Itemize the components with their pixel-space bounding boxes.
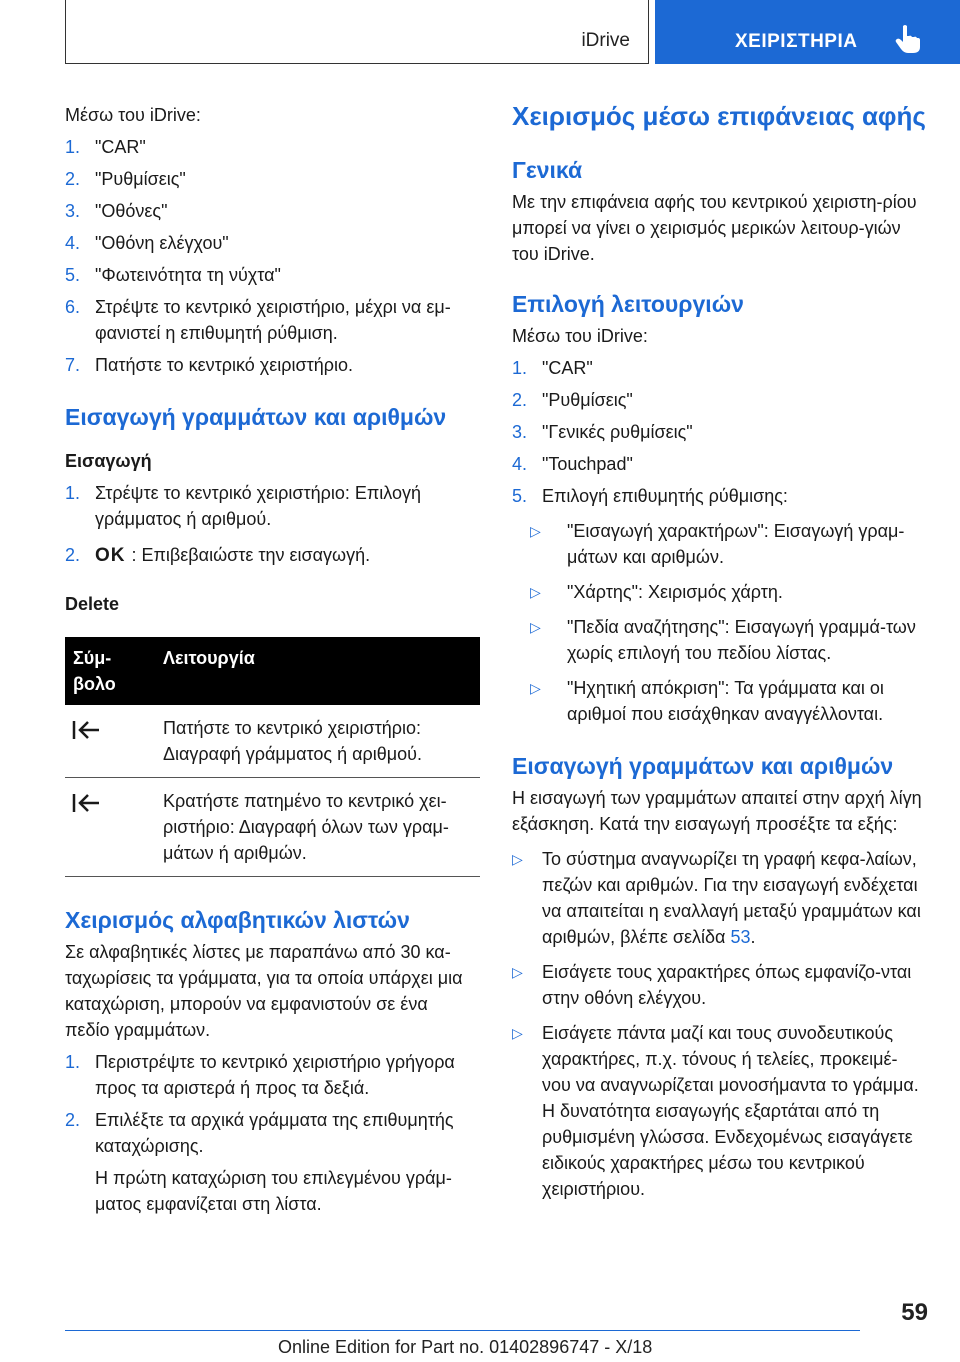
touchpad-entry-heading: Εισαγωγή γραμμάτων και αριθμών <box>512 753 894 779</box>
list-item: 2. "Ρυθμίσεις" <box>65 169 186 189</box>
header-chapter-tab[interactable] <box>655 0 960 64</box>
backspace-icon <box>71 719 103 741</box>
list-item: ▷ Εισάγετε πάντα μαζί και τους συνοδευτικούς χαρακτήρες, π.χ. τόνους ή τελείες, προκειμέ‐νου να αναγνωρίζεται μονοσήμαντα το γράμμα. Η δυνατότητα εισαγωγής εξαρτάται από τη ρυθμισμένη γλώσσα. Ενδεχομένως εισαγάγετε ειδικούς χαρακτήρες μέσω του κεντρικού χειριστήριου. <box>512 1020 926 1202</box>
entry-heading: Εισαγωγή γραμμάτων και αριθμών <box>65 404 447 430</box>
delete-symbols-table <box>65 637 480 877</box>
table-row <box>65 705 480 778</box>
table-row <box>65 778 480 877</box>
triangle-bullet-icon: ▷ <box>530 584 541 600</box>
alpha-heading: Χειρισμός αλφαβητικών λιστών <box>65 907 410 933</box>
hand-pointer-icon <box>895 24 921 54</box>
table-cell-function: Κρατήστε πατημένο το κεντρικό χει‐ριστήριο: Διαγραφή όλων των γραμ‐μάτων ή αριθμών. <box>155 778 480 877</box>
touchpad-entry-text: Η εισαγωγή των γραμμάτων απαιτεί στην αρχή λίγη εξάσκηση. Κατά την εισαγωγή προσέξτε τα εξής: <box>512 788 922 834</box>
list-item: 6. Στρέψτε το κεντρικό χειριστήριο, μέχρι να εμ‐φανιστεί η επιθυμητή ρύθμιση. <box>65 297 451 343</box>
general-text: Με την επιφάνεια αφής του κεντρικού χειριστη‐ρίου μπορεί να γίνει ο χειρισμός μερικών λειτουρ‐γιών του iDrive. <box>512 192 917 264</box>
triangle-bullet-icon: ▷ <box>530 619 541 635</box>
display-steps-list <box>65 134 477 378</box>
left-intro: Μέσω του iDrive: <box>65 105 201 125</box>
entry-subheading: Εισαγωγή <box>65 451 152 471</box>
list-item: 1. Περιστρέψτε το κεντρικό χειριστήριο γρήγορα προς τα αριστερά ή προς τα δεξιά. <box>65 1052 455 1098</box>
page-number: 59 <box>901 1299 928 1326</box>
triangle-bullet-icon: ▷ <box>512 1025 523 1041</box>
list-item: 2. "Ρυθμίσεις" <box>512 390 633 410</box>
list-item: 1. "CAR" <box>65 137 146 157</box>
functions-heading: Επιλογή λειτουργιών <box>512 291 744 317</box>
entry-steps-list <box>65 480 477 569</box>
alpha-text: Σε αλφαβητικές λίστες με παραπάνω από 30 κα‐ταχωρίσεις τα γράμματα, για τα οποία υπάρχει μια καταχώριση, μπορούν να εμφανιστούν σε ένα πεδίο γραμμάτων. <box>65 942 463 1040</box>
triangle-bullet-icon: ▷ <box>512 851 523 867</box>
right-column <box>512 100 926 1202</box>
list-item: ▷ "Εισαγωγή χαρακτήρων": Εισαγωγή γραμ‐μάτων και αριθμών. <box>512 518 926 570</box>
page-link[interactable]: 53 <box>730 927 751 947</box>
list-item: 7. Πατήστε το κεντρικό χειριστήριο. <box>65 355 353 375</box>
ok-icon: OK <box>95 545 126 566</box>
list-item: ▷ "Χάρτης": Χειρισμός χάρτη. <box>512 579 926 605</box>
list-item: 4. "Touchpad" <box>512 454 633 474</box>
list-item: 3. "Γενικές ρυθμίσεις" <box>512 422 693 442</box>
table-cell-symbol <box>65 705 155 778</box>
touchpad-entry-bullets <box>512 846 926 1202</box>
list-item: ▷ Εισάγετε τους χαρακτήρες όπως εμφανίζο‐νται στην οθόνη ελέγχου. <box>512 959 926 1011</box>
triangle-bullet-icon: ▷ <box>512 964 523 980</box>
list-item: ▷ "Ηχητική απόκριση": Τα γράμματα και οι αριθμοί που εισάχθηκαν αναγγέλλονται. <box>512 675 926 727</box>
list-item: 2. OK : Επιβεβαιώστε την εισαγωγή. <box>65 542 477 569</box>
general-heading: Γενικά <box>512 157 583 183</box>
edition-text: Online Edition for Part no. 01402896747 - X/18 <box>278 1337 653 1357</box>
list-item: 1. Στρέψτε το κεντρικό χειριστήριο: Επιλογή γράμματος ή αριθμού. <box>65 483 422 529</box>
list-item: 3. "Οθόνες" <box>65 201 168 221</box>
table-cell-function: Πατήστε το κεντρικό χειριστήριο: Διαγραφή γράμματος ή αριθμού. <box>155 705 480 778</box>
list-item: 2. Επιλέξτε τα αρχικά γράμματα της επιθυμητής καταχώρισης. <box>65 1110 454 1156</box>
header-section-box <box>65 0 649 64</box>
header-chapter-label: ΧΕΙΡΙΣΤΗΡΙΑ <box>735 31 858 52</box>
delete-subheading: Delete <box>65 594 120 614</box>
functions-intro: Μέσω του iDrive: <box>512 326 648 346</box>
table-cell-symbol <box>65 778 155 877</box>
list-item: 1. "CAR" <box>512 358 593 378</box>
touchpad-heading: Χειρισμός μέσω επιφάνειας αφής <box>512 101 926 131</box>
backspace-icon <box>71 792 103 814</box>
table-header-function: Λειτουργία <box>155 637 480 705</box>
list-item: 5. "Φωτεινότητα τη νύχτα" <box>65 265 281 285</box>
alpha-step-note: Η πρώτη καταχώριση του επιλεγμένου γράμ‐ματος εμφανίζεται στη λίστα. <box>95 1168 452 1214</box>
left-column <box>65 100 477 1217</box>
table-header-symbol: Σύμ‐βολο <box>65 637 155 705</box>
functions-options-list <box>512 518 926 727</box>
footer-divider <box>65 1330 860 1331</box>
header-section-title: iDrive <box>581 30 630 51</box>
list-item: 5. Επιλογή επιθυμητής ρύθμισης: <box>512 486 788 506</box>
table-header-row <box>65 637 480 705</box>
list-item: ▷ Το σύστημα αναγνωρίζει τη γραφή κεφα‐λαίων, πεζών και αριθμών. Για την εισαγωγή ενδέχεται να απαιτείται η εναλλαγή μεταξύ γραμμάτων και αριθμών, βλέπε σελίδα 53. <box>512 846 926 950</box>
functions-steps-list <box>512 355 926 509</box>
list-item: ▷ "Πεδία αναζήτησης": Εισαγωγή γραμμά‐των χωρίς επιλογή του πεδίου λίστας. <box>512 614 926 666</box>
triangle-bullet-icon: ▷ <box>530 680 541 696</box>
triangle-bullet-icon: ▷ <box>530 523 541 539</box>
list-item: 4. "Οθόνη ελέγχου" <box>65 233 229 253</box>
alpha-steps-list <box>65 1049 477 1159</box>
